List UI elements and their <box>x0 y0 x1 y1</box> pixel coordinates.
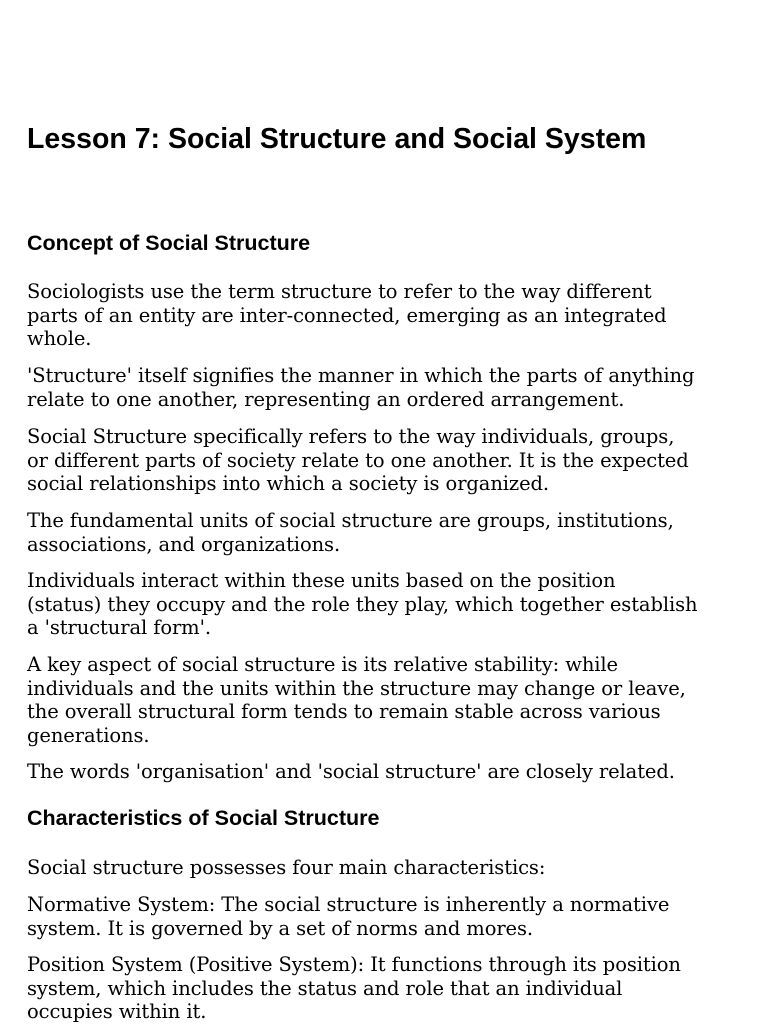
paragraph <box>27 653 727 747</box>
text-line: occupies within it. <box>27 1000 207 1023</box>
paragraph <box>27 953 727 1024</box>
text-line: Social structure possesses four main characteristics: <box>27 856 546 879</box>
paragraph <box>27 760 727 784</box>
section-heading-characteristics: Characteristics of Social Structure <box>27 806 380 830</box>
text-line: 'Structure' itself signifies the manner in which the parts of anything <box>27 364 695 387</box>
text-line: Sociologists use the term structure to refer to the way different <box>27 280 652 303</box>
text-line: parts of an entity are inter-connected, emerging as an integrated <box>27 303 667 327</box>
text-line: system. It is governed by a set of norms and mores. <box>27 916 533 940</box>
text-line: Individuals interact within these units based on the position <box>27 569 616 592</box>
paragraph <box>27 509 727 556</box>
text-line: Normative System: The social structure is inherently a normative <box>27 893 670 916</box>
text-line: system, which includes the status and role that an individual <box>27 976 623 1000</box>
paragraph <box>27 856 727 880</box>
paragraph <box>27 425 727 496</box>
text-line: social relationships into which a society is organized. <box>27 472 550 495</box>
text-line: (status) they occupy and the role they play, which together establish <box>27 592 698 616</box>
text-line: or different parts of society relate to one another. It is the expected <box>27 448 689 472</box>
text-line: The fundamental units of social structure are groups, institutions, <box>27 509 674 532</box>
paragraph <box>27 280 727 351</box>
paragraph <box>27 893 727 940</box>
paragraph <box>27 364 727 411</box>
page-title: Lesson 7: Social Structure and Social System <box>27 123 647 155</box>
text-line: Social Structure specifically refers to the way individuals, groups, <box>27 425 675 448</box>
text-line: relate to one another, representing an ordered arrangement. <box>27 387 625 411</box>
text-line: a 'structural form'. <box>27 616 211 639</box>
text-line: Position System (Positive System): It functions through its position <box>27 953 681 976</box>
text-line: whole. <box>27 327 92 350</box>
section-heading-concept: Concept of Social Structure <box>27 231 311 255</box>
text-line: The words 'organisation' and 'social structure' are closely related. <box>27 760 675 783</box>
text-line: generations. <box>27 723 150 747</box>
text-line: the overall structural form tends to remain stable across various <box>27 700 661 723</box>
text-line: individuals and the units within the structure may change or leave, <box>27 676 686 700</box>
text-line: associations, and organizations. <box>27 532 341 556</box>
text-line: A key aspect of social structure is its relative stability: while <box>27 653 619 676</box>
paragraph <box>27 569 727 640</box>
